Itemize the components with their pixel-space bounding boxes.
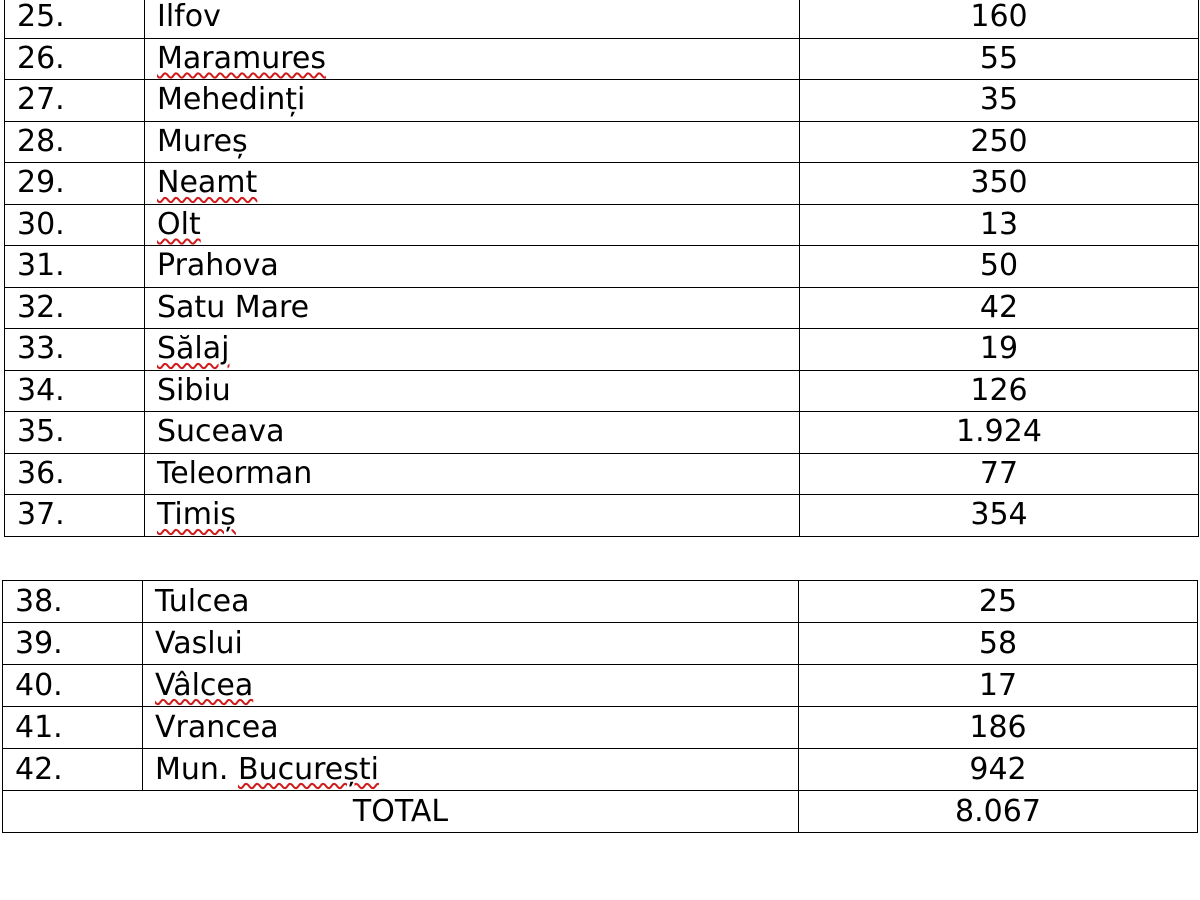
row-number: 29. <box>5 163 145 205</box>
table-row <box>5 287 1199 329</box>
county-name <box>145 121 800 163</box>
county-value: 13 <box>800 204 1199 246</box>
county-value: 77 <box>800 453 1199 495</box>
county-table-part-2-body <box>3 581 1198 791</box>
county-name <box>143 623 799 665</box>
county-value: 58 <box>799 623 1198 665</box>
county-value: 942 <box>799 749 1198 791</box>
county-name-text: Vrancea <box>155 709 279 745</box>
row-number: 37. <box>5 495 145 537</box>
row-number: 25. <box>5 0 145 38</box>
county-name-text: Maramures <box>157 40 326 76</box>
total-value: 8.067 <box>799 791 1198 833</box>
county-name <box>145 80 800 122</box>
county-name <box>145 329 800 371</box>
county-value: 354 <box>800 495 1199 537</box>
table-row <box>5 163 1199 205</box>
county-name-text: Olt <box>157 206 201 242</box>
row-number: 33. <box>5 329 145 371</box>
county-name-text: Satu Mare <box>157 289 310 325</box>
county-value: 350 <box>800 163 1199 205</box>
table-row <box>3 581 1198 623</box>
county-name-text: Suceava <box>157 414 285 450</box>
county-name-text: Ilfov <box>157 0 221 35</box>
table-row <box>5 204 1199 246</box>
county-name-text: Teleorman <box>157 455 313 491</box>
total-row <box>3 791 1198 833</box>
county-value: 1.924 <box>800 412 1199 454</box>
county-name-text: Sălaj <box>157 331 230 367</box>
county-value: 35 <box>800 80 1199 122</box>
table-row <box>5 121 1199 163</box>
table-row <box>3 665 1198 707</box>
county-name-text: Mehedinți <box>157 82 306 118</box>
county-value: 19 <box>800 329 1199 371</box>
table-row <box>5 329 1199 371</box>
table-row <box>5 38 1199 80</box>
county-name-text: Sibiu <box>157 372 231 408</box>
county-name-prefix: Mun. <box>155 751 238 787</box>
county-name-text: Vaslui <box>155 625 243 661</box>
table-row <box>5 370 1199 412</box>
county-value: 50 <box>800 246 1199 288</box>
county-name <box>145 453 800 495</box>
row-number: 32. <box>5 287 145 329</box>
row-number: 27. <box>5 80 145 122</box>
county-value: 160 <box>800 0 1199 38</box>
row-number: 40. <box>3 665 143 707</box>
county-name <box>145 246 800 288</box>
county-name-text: Prahova <box>157 248 279 284</box>
table-row <box>3 707 1198 749</box>
county-value: 186 <box>799 707 1198 749</box>
county-name-text: Timiș <box>157 497 236 533</box>
county-name <box>143 707 799 749</box>
county-value: 17 <box>799 665 1198 707</box>
county-name <box>143 665 799 707</box>
county-name <box>145 495 800 537</box>
county-name <box>145 0 800 38</box>
row-number: 34. <box>5 370 145 412</box>
row-number: 39. <box>3 623 143 665</box>
county-value: 126 <box>800 370 1199 412</box>
county-name <box>143 581 799 623</box>
row-number: 28. <box>5 121 145 163</box>
county-name-spellcheck: București <box>237 751 379 787</box>
row-number: 35. <box>5 412 145 454</box>
row-number: 36. <box>5 453 145 495</box>
table-row <box>5 246 1199 288</box>
county-name <box>145 204 800 246</box>
row-number: 30. <box>5 204 145 246</box>
county-name <box>143 749 799 791</box>
county-table-part-1-body <box>5 0 1199 536</box>
county-name <box>145 38 800 80</box>
table-row <box>5 412 1199 454</box>
county-name <box>145 287 800 329</box>
table-row <box>5 0 1199 38</box>
county-table-part-2 <box>2 580 1198 833</box>
row-number: 38. <box>3 581 143 623</box>
county-value: 42 <box>800 287 1199 329</box>
county-name <box>145 163 800 205</box>
county-name-text: Mureș <box>157 123 248 159</box>
table-row <box>3 749 1198 791</box>
county-value: 25 <box>799 581 1198 623</box>
county-name-text: Vâlcea <box>155 667 254 703</box>
table-row <box>5 495 1199 537</box>
total-footer <box>3 791 1198 833</box>
county-name-text: Tulcea <box>155 583 250 619</box>
table-row <box>5 453 1199 495</box>
row-number: 26. <box>5 38 145 80</box>
county-name <box>145 370 800 412</box>
table-row <box>3 623 1198 665</box>
row-number: 41. <box>3 707 143 749</box>
row-number: 31. <box>5 246 145 288</box>
total-label: TOTAL <box>3 791 799 833</box>
county-value: 250 <box>800 121 1199 163</box>
county-table-part-1 <box>4 0 1199 537</box>
county-value: 55 <box>800 38 1199 80</box>
row-number: 42. <box>3 749 143 791</box>
county-name <box>145 412 800 454</box>
county-name-text: Neamt <box>157 165 258 201</box>
table-row <box>5 80 1199 122</box>
